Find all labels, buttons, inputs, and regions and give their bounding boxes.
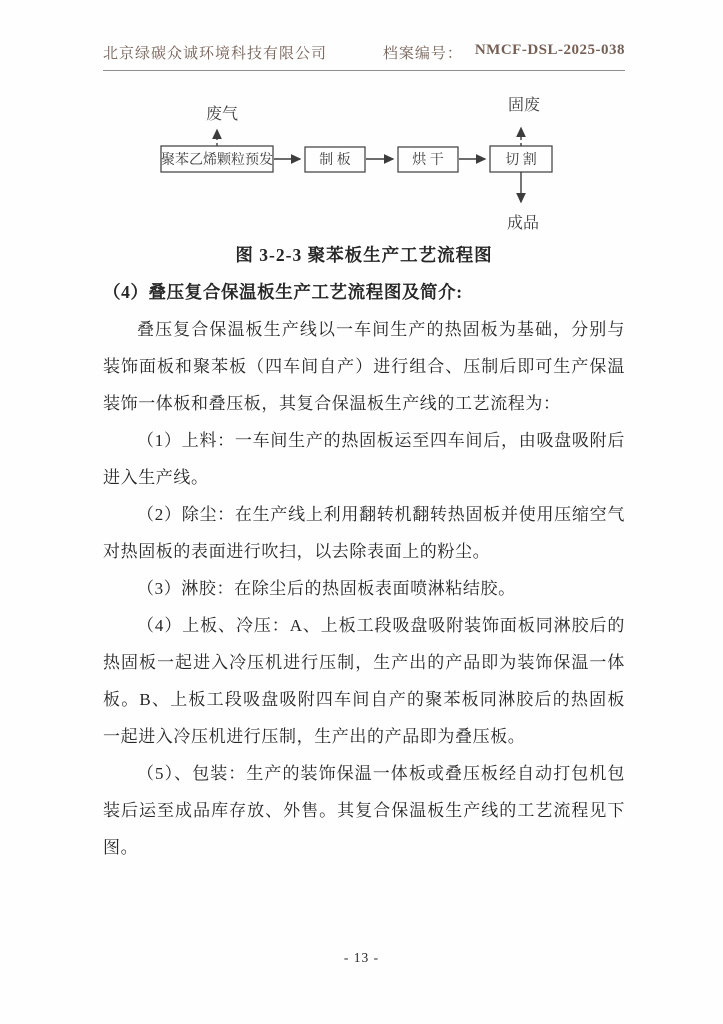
node-pre-expansion-label: 聚苯乙烯颗粒预发 bbox=[161, 153, 273, 168]
product-label: 成品 bbox=[506, 215, 540, 232]
page-header bbox=[103, 42, 625, 71]
section-heading: （4）叠压复合保温板生产工艺流程图及简介: bbox=[103, 282, 463, 302]
archive-number: NMCF-DSL-2025-038 bbox=[474, 42, 625, 58]
paragraph-step-2: （2）除尘：在生产线上利用翻转机翻转热固板并使用压缩空气对热固板的表面进行吹扫，以去除表面上的粉尘。 bbox=[103, 505, 625, 561]
node-drying-label: 烘 干 bbox=[412, 153, 444, 168]
figure-caption: 图 3-2-3 聚苯板生产工艺流程图 bbox=[235, 245, 493, 265]
process-flowchart bbox=[0, 90, 723, 240]
paragraph-step-4: （4）上板、冷压：A、上板工段吸盘吸附装饰面板同淋胶后的热固板一起进入冷压机进行压制，生产出的产品即为装饰保温一体板。B、上板工段吸盘吸附四车间自产的聚苯板同淋胶后的热固板一起进入冷压机进行压制，生产出的产品即为叠压板。 bbox=[103, 616, 625, 746]
page-number: - 13 - bbox=[343, 950, 380, 965]
body-text bbox=[103, 237, 625, 866]
waste-gas-label: 废气 bbox=[205, 106, 239, 123]
node-cutting-label: 切 割 bbox=[505, 153, 537, 168]
archive-id bbox=[383, 42, 625, 63]
archive-label: 档案编号： bbox=[382, 46, 463, 62]
paragraph-intro: 叠压复合保温板生产线以一车间生产的热固板为基础，分别与装饰面板和聚苯板（四车间自产）进行组合、压制后即可生产保温装饰一体板和叠压板，其复合保温板生产线的工艺流程为： bbox=[103, 320, 625, 413]
paragraph-step-3: （3）淋胶：在除尘后的热固板表面喷淋粘结胶。 bbox=[137, 579, 516, 598]
company-name: 北京绿碳众诚环境科技有限公司 bbox=[103, 46, 328, 62]
paragraph-step-1: （1）上料：一车间生产的热固板运至四车间后，由吸盘吸附后进入生产线。 bbox=[103, 431, 625, 487]
paragraph-step-5: （5）、包装：生产的装饰保温一体板或叠压板经自动打包机包装后运至成品库存放、外售。其复合保温板生产线的工艺流程见下图。 bbox=[103, 764, 625, 857]
node-board-making-label: 制 板 bbox=[319, 153, 351, 168]
solid-waste-label: 固废 bbox=[507, 97, 541, 114]
